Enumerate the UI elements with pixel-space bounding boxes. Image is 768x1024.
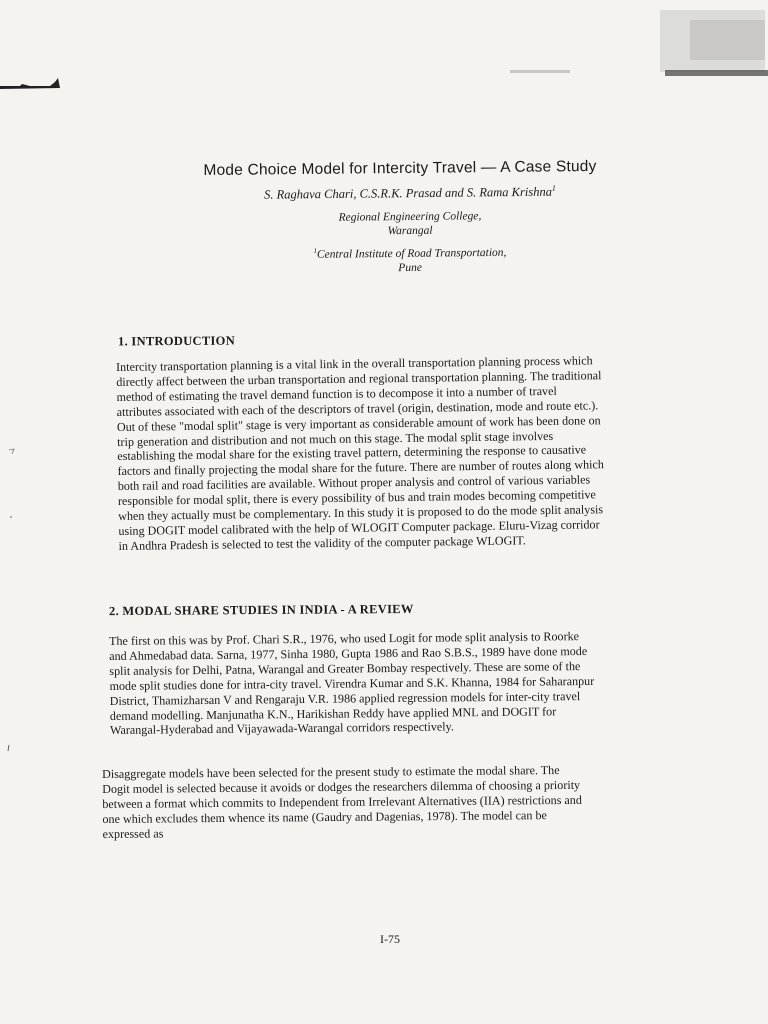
section-1-paragraph	[116, 352, 694, 554]
paragraph-line: between a format which commits to Independent from Irrelevant Alternatives (IIA) restrictions and	[102, 792, 582, 811]
paragraph-line: in Andhra Pradesh is selected to test the validity of the computer package WLOGIT.	[118, 533, 526, 553]
affiliation-2-text: Central Institute of Road Transportation,	[316, 246, 507, 261]
scan-smudge-top-right	[490, 0, 768, 92]
paragraph-line: Dogit model is selected because it avoids or dodges the researchers dilemma of choosing a priority	[102, 777, 581, 796]
section-2-paragraph-2	[102, 762, 695, 842]
authors-text: S. Raghava Chari, C.S.R.K. Prasad and S. Rama Krishna	[263, 184, 553, 202]
paragraph-line: factors and finally projecting the modal share for the future. There are number of routes along which	[117, 457, 604, 479]
affiliation-1	[160, 207, 660, 240]
paragraph-line: both rail and road facilities are available. Without proper analysis and control of various variables	[117, 472, 591, 494]
paragraph-line: Warangal-Hyderabad and Vijayawada-Warangal corridors respectively.	[109, 719, 454, 738]
paragraph-line: when they actually must be complementary. In this study it is proposed to do the mode split analysis	[118, 502, 604, 524]
paragraph-line: establishing the modal share for the existing travel pattern, determining the response to causative	[117, 442, 587, 464]
margin-speck	[8, 448, 16, 456]
paragraph-line: demand modelling. Manjunatha K.N., Harikishan Reddy have applied MNL and DOGIT for	[109, 703, 557, 723]
paragraph-line: directly affect between the urban transportation and regional transportation planning. The traditional	[116, 368, 602, 389]
paragraph-line: trip generation and distribution and not much on this stage. The modal split stage involves	[117, 428, 554, 449]
paper-title: Mode Choice Model for Intercity Travel — A Case Study	[203, 157, 597, 180]
paragraph-line: District, Thamizharsan V and Rengaraju V.R. 1986 applied regression models for inter-city travel	[109, 688, 581, 708]
paper-authors	[160, 182, 660, 203]
paragraph-line: mode split studies done for intra-city travel. Virendra Kumar and S.K. Khanna, 1984 for Saharanpur	[109, 673, 595, 693]
section-1-heading: 1. INTRODUCTION	[117, 333, 236, 349]
page-number: I-75	[380, 932, 400, 946]
paragraph-line: one which excludes them whence its name (Gaudry and Dagenias, 1978). The model can be	[102, 807, 547, 826]
section-2-paragraph-1	[109, 628, 695, 738]
affiliation-1-line-1: Regional Engineering College,	[338, 210, 482, 224]
paragraph-line: responsible for modal split, there is every possibility of bus and train modes becoming competitive	[117, 487, 596, 509]
affiliation-2-line-2: Pune	[398, 261, 422, 274]
affiliation-1-line-2: Warangal	[387, 224, 433, 238]
paragraph-line: method of estimating the travel demand function is to decompose it into a number of travel	[116, 383, 557, 404]
paragraph-line: expressed as	[102, 826, 164, 841]
margin-speck	[8, 514, 14, 520]
paragraph-line: split analysis for Delhi, Patna, Warangal and Greater Bombay respectively. These are some of the	[109, 658, 581, 678]
paragraph-line: Out of these "modal split" stage is very important as considerable amount of work has been done on	[116, 412, 601, 434]
paragraph-line: using DOGIT model calibrated with the help of WLOGIT Computer package. Eluru-Vizag corridor	[118, 517, 600, 538]
paragraph-line: and Ahmedabad data. Sarna, 1977, Sinha 1980, Gupta 1986 and Rao S.B.S., 1989 have done mode	[109, 643, 588, 663]
paragraph-line: The first on this was by Prof. Chari S.R., 1976, who used Logit for mode split analysis to Roorke	[109, 629, 580, 648]
paragraph-line: Intercity transportation planning is a vital link in the overall transportation planning process which	[116, 353, 593, 374]
author-superscript: 1	[551, 183, 556, 193]
section-2-heading: 2. MODAL SHARE STUDIES IN INDIA - A REVIEW	[108, 601, 414, 619]
paragraph-line: Disaggregate models have been selected for the present study to estimate the modal share. The	[102, 763, 560, 781]
margin-speck	[6, 744, 12, 752]
paragraph-line: attributes associated with each of the descriptors of travel (origin, destination, mode and route etc.).	[116, 397, 599, 419]
scan-mark-left	[0, 76, 66, 90]
affiliation-2	[160, 240, 660, 277]
affiliation-2-superscript: 1	[313, 246, 317, 256]
